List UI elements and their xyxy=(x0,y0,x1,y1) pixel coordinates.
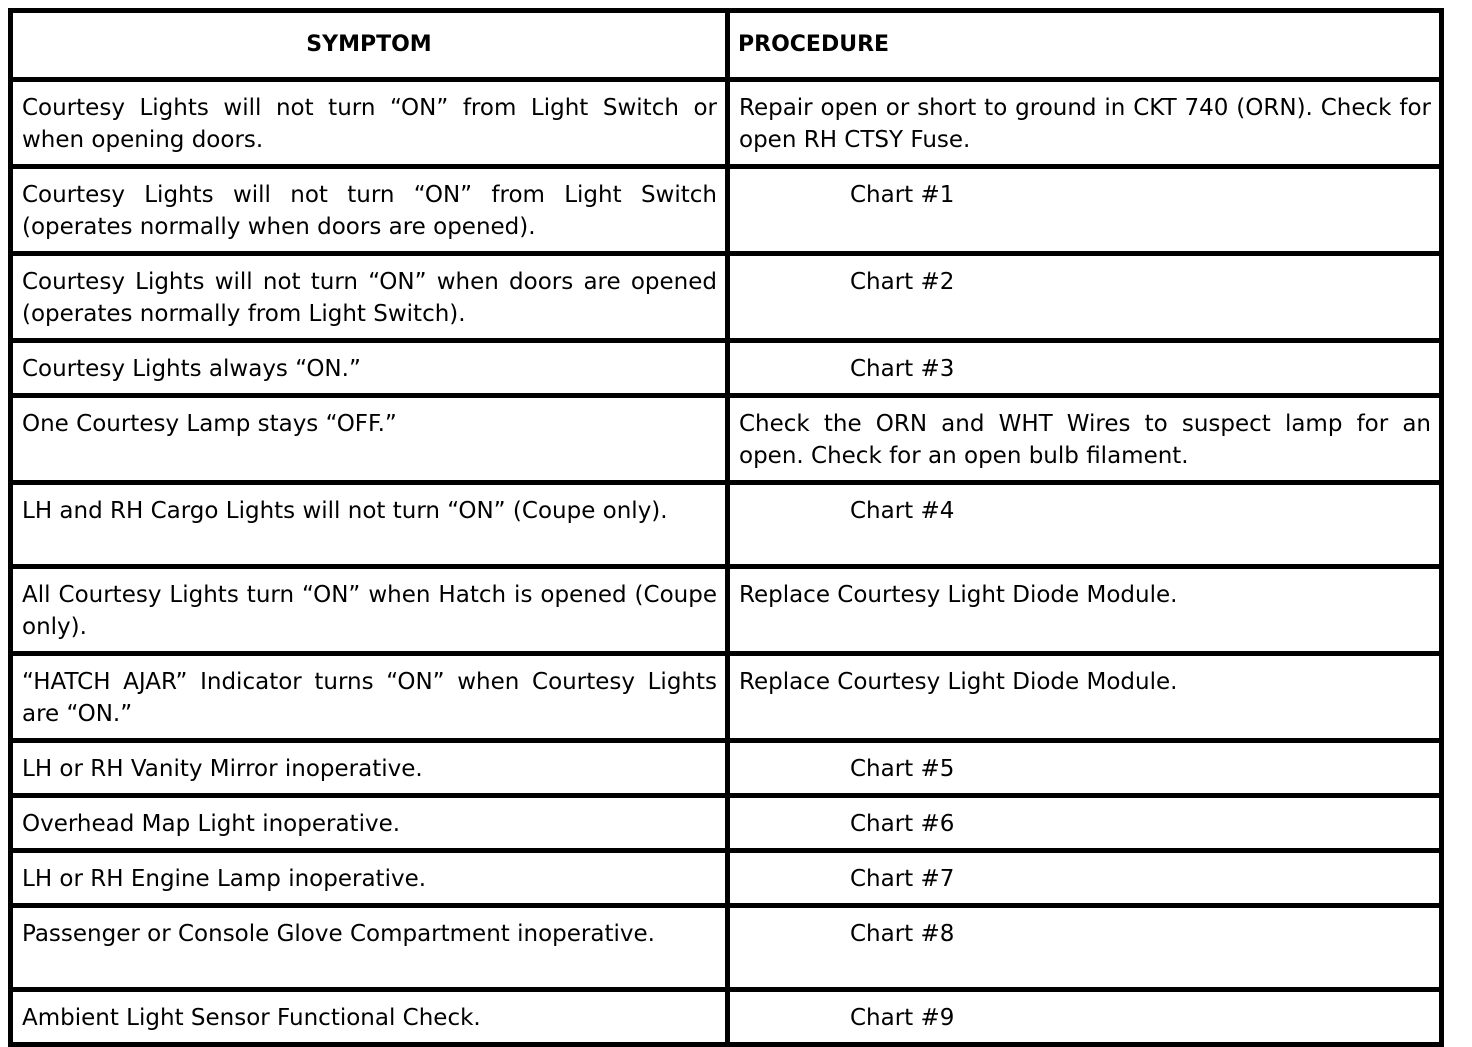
table-row xyxy=(11,483,1442,567)
symptom-cell: One Courtesy Lamp stays “OFF.” xyxy=(11,396,728,483)
procedure-cell: Chart #9 xyxy=(728,990,1442,1045)
symptom-column-header: SYMPTOM xyxy=(11,11,728,80)
symptom-cell: All Courtesy Lights turn “ON” when Hatch is opened (Coupe only). xyxy=(11,567,728,654)
table-row xyxy=(11,567,1442,654)
symptom-cell: Passenger or Console Glove Compartment inoperative. xyxy=(11,906,728,990)
table-row xyxy=(11,741,1442,796)
header-row xyxy=(11,11,1442,80)
symptom-cell: Overhead Map Light inoperative. xyxy=(11,796,728,851)
symptom-cell: Ambient Light Sensor Functional Check. xyxy=(11,990,728,1045)
table-row xyxy=(11,906,1442,990)
procedure-cell: Chart #1 xyxy=(728,167,1442,254)
table-row xyxy=(11,254,1442,341)
symptom-cell: “HATCH AJAR” Indicator turns “ON” when Courtesy Lights are “ON.” xyxy=(11,654,728,741)
table-row xyxy=(11,80,1442,167)
table-row xyxy=(11,396,1442,483)
procedure-column-header: PROCEDURE xyxy=(728,11,1442,80)
symptom-cell: Courtesy Lights will not turn “ON” when doors are opened (operates normally from Light Switch). xyxy=(11,254,728,341)
table-row xyxy=(11,654,1442,741)
procedure-cell: Chart #3 xyxy=(728,341,1442,396)
table-row xyxy=(11,851,1442,906)
procedure-cell: Replace Courtesy Light Diode Module. xyxy=(728,654,1442,741)
symptom-cell: Courtesy Lights will not turn “ON” from Light Switch (operates normally when doors are opened). xyxy=(11,167,728,254)
diagnosis-table xyxy=(8,8,1444,1047)
procedure-cell: Chart #5 xyxy=(728,741,1442,796)
procedure-cell: Replace Courtesy Light Diode Module. xyxy=(728,567,1442,654)
procedure-cell: Chart #7 xyxy=(728,851,1442,906)
symptom-cell: Courtesy Lights always “ON.” xyxy=(11,341,728,396)
symptom-cell: LH or RH Vanity Mirror inoperative. xyxy=(11,741,728,796)
procedure-cell: Chart #6 xyxy=(728,796,1442,851)
symptom-cell: LH and RH Cargo Lights will not turn “ON” (Coupe only). xyxy=(11,483,728,567)
procedure-cell: Chart #2 xyxy=(728,254,1442,341)
procedure-cell: Repair open or short to ground in CKT 740 (ORN). Check for open RH CTSY Fuse. xyxy=(728,80,1442,167)
symptom-cell: LH or RH Engine Lamp inoperative. xyxy=(11,851,728,906)
procedure-cell: Check the ORN and WHT Wires to suspect lamp for an open. Check for an open bulb filament. xyxy=(728,396,1442,483)
table-row xyxy=(11,167,1442,254)
table-row xyxy=(11,796,1442,851)
procedure-cell: Chart #4 xyxy=(728,483,1442,567)
table-row xyxy=(11,341,1442,396)
symptom-cell: Courtesy Lights will not turn “ON” from Light Switch or when opening doors. xyxy=(11,80,728,167)
procedure-cell: Chart #8 xyxy=(728,906,1442,990)
table-row xyxy=(11,990,1442,1045)
